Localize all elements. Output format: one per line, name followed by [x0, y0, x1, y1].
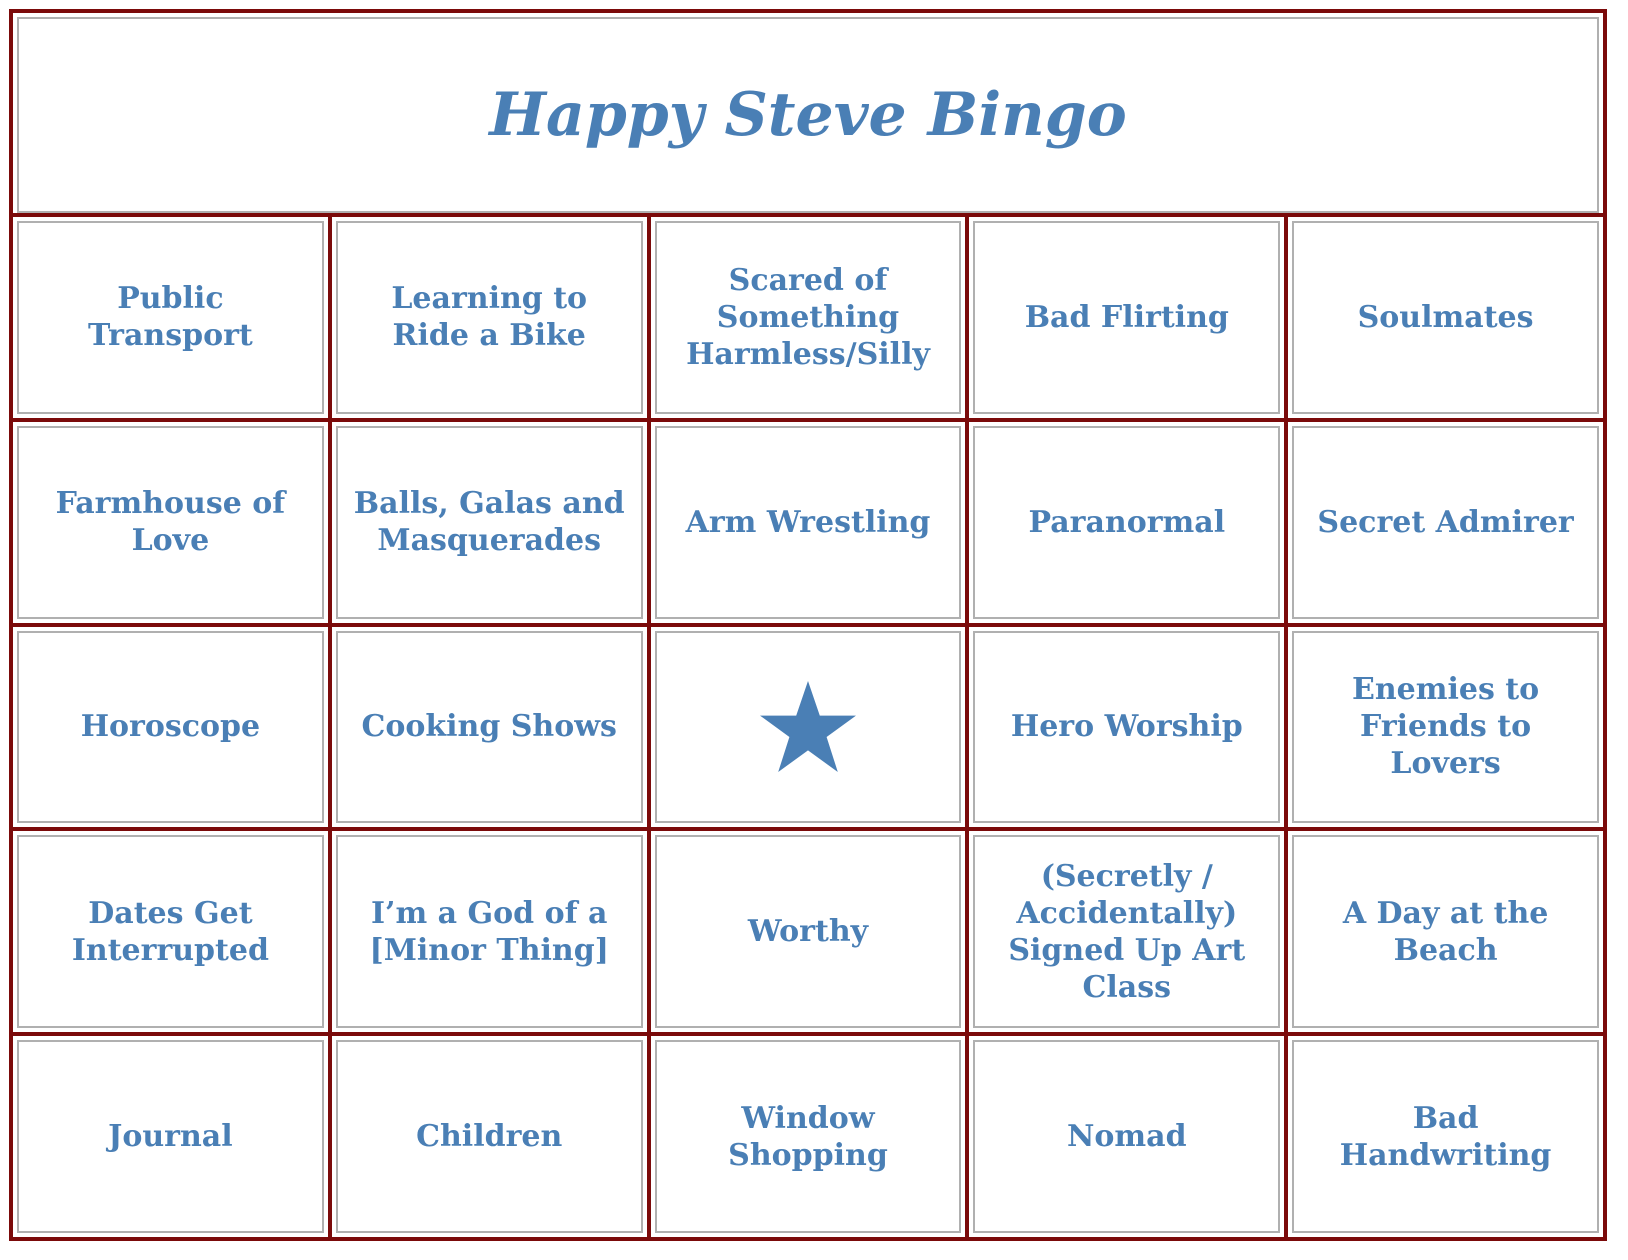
bingo-cell-label: I’m a God of a [Minor Thing] — [369, 895, 609, 968]
bingo-cell[interactable] — [1292, 221, 1599, 414]
bingo-cell[interactable] — [336, 835, 643, 1028]
bingo-cell[interactable] — [973, 1040, 1280, 1233]
row-divider — [13, 418, 1603, 422]
title-divider — [13, 213, 1603, 217]
bingo-cell-label: Arm Wrestling — [685, 504, 931, 540]
bingo-cell[interactable] — [973, 426, 1280, 619]
star-icon — [758, 679, 858, 775]
bingo-cell-label: Bad Flirting — [1024, 299, 1229, 335]
bingo-cell[interactable] — [1292, 835, 1599, 1028]
bingo-cell-label: Window Shopping — [728, 1100, 888, 1173]
bingo-cell-label: Balls, Galas and Masquerades — [353, 486, 625, 559]
bingo-cell-label: Cooking Shows — [361, 709, 617, 745]
bingo-cell[interactable] — [1292, 631, 1599, 824]
bingo-cell[interactable] — [17, 221, 324, 414]
bingo-cell[interactable] — [973, 221, 1280, 414]
bingo-board — [9, 9, 1607, 1241]
bingo-grid — [13, 217, 1603, 1237]
row-divider — [13, 1032, 1603, 1036]
bingo-cell[interactable] — [655, 426, 962, 619]
bingo-cell[interactable] — [17, 426, 324, 619]
bingo-cell-label: Public Transport — [88, 281, 253, 354]
bingo-cell-label: Enemies to Friends to Lovers — [1351, 672, 1540, 782]
bingo-cell-label: Learning to Ride a Bike — [391, 281, 588, 354]
bingo-cell-label: A Day at the Beach — [1342, 895, 1549, 968]
board-title: Happy Steve Bingo — [489, 80, 1127, 150]
bingo-cell[interactable] — [17, 835, 324, 1028]
bingo-cell[interactable] — [17, 631, 324, 824]
bingo-cell-label: Soulmates — [1357, 299, 1534, 335]
row-divider — [13, 623, 1603, 627]
column-divider — [1284, 217, 1288, 1237]
column-divider — [647, 217, 651, 1237]
bingo-cell[interactable] — [17, 1040, 324, 1233]
bingo-cell-label: Worthy — [747, 914, 869, 950]
bingo-cell[interactable] — [655, 1040, 962, 1233]
bingo-cell-label: Children — [416, 1119, 563, 1155]
bingo-cell[interactable] — [336, 221, 643, 414]
column-divider — [328, 217, 332, 1237]
column-divider — [965, 217, 969, 1237]
free-space-cell[interactable] — [655, 631, 962, 824]
bingo-cell-label: Secret Admirer — [1317, 504, 1574, 540]
title-box — [17, 17, 1599, 213]
bingo-cell[interactable] — [336, 631, 643, 824]
bingo-cell[interactable] — [336, 426, 643, 619]
bingo-cell-label: Bad Handwriting — [1339, 1100, 1552, 1173]
bingo-cell[interactable] — [1292, 1040, 1599, 1233]
row-divider — [13, 827, 1603, 831]
bingo-cell[interactable] — [655, 835, 962, 1028]
bingo-cell-label: Farmhouse of Love — [55, 486, 286, 559]
bingo-cell-label: Scared of Something Harmless/Silly — [686, 262, 930, 372]
bingo-cell[interactable] — [973, 835, 1280, 1028]
bingo-cell[interactable] — [1292, 426, 1599, 619]
bingo-cell-label: Horoscope — [80, 709, 261, 745]
bingo-cell[interactable] — [973, 631, 1280, 824]
bingo-cell[interactable] — [336, 1040, 643, 1233]
bingo-cell-label: Journal — [108, 1119, 233, 1155]
bingo-cell-label: Dates Get Interrupted — [71, 895, 269, 968]
bingo-cell-label: (Secretly / Accidentally) Signed Up Art Class — [1008, 858, 1246, 1005]
bingo-cell-label: Paranormal — [1028, 504, 1226, 540]
bingo-cell[interactable] — [655, 221, 962, 414]
bingo-cell-label: Hero Worship — [1010, 709, 1243, 745]
bingo-cell-label: Nomad — [1066, 1119, 1187, 1155]
